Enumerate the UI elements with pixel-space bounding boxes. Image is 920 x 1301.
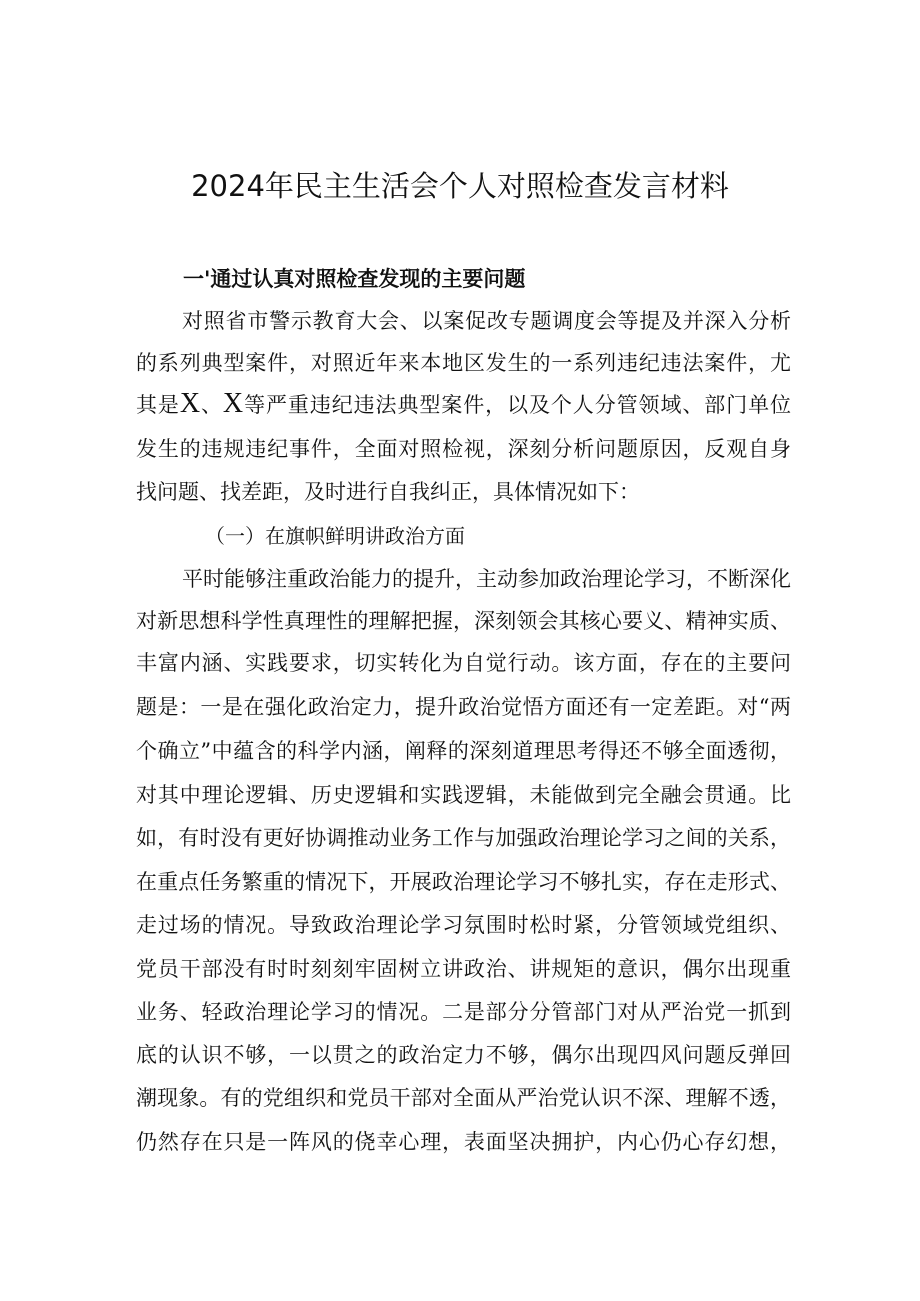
- paragraph-line: 丰富内涵、实践要求，切实转化为自觉行动。该方面，存在的主要问: [136, 651, 791, 675]
- paragraph-line: 平时能够注重政治能力的提升，主动参加政治理论学习，不断深化: [182, 567, 791, 591]
- paragraph-line: 对其中理论逻辑、历史逻辑和实践逻辑，未能做到完全融会贯通。比: [136, 783, 791, 807]
- paragraph-line: 对新思想科学性真理性的理解把握，深刻领会其核心要义、精神实质、: [136, 609, 791, 633]
- subsection-heading: （一）在旗帜鲜明讲政治方面: [205, 524, 465, 548]
- paragraph-line: 党员干部没有时时刻刻牢固树立讲政治、讲规矩的意识，偶尔出现重: [136, 957, 791, 981]
- document-title: 2024年民主生活会个人对照检查发言材料: [191, 169, 729, 203]
- paragraph-line: 对照省市警示教育大会、以案促改专题调度会等提及并深入分析: [182, 309, 791, 333]
- paragraph-line: 个确立”中蕴含的科学内涵，阐释的深刻道理思考得还不够全面透彻，: [136, 739, 791, 763]
- paragraph-line: 在重点任务繁重的情况下，开展政治理论学习不够扎实，存在走形式、: [136, 870, 791, 894]
- paragraph-line: 业务、轻政治理论学习的情况。二是部分分管部门对从严治党一抓到: [136, 1000, 791, 1024]
- paragraph-line: 题是：一是在强化政治定力，提升政治觉悟方面还有一定差距。对“两: [136, 695, 791, 719]
- paragraph-line: 潮现象。有的党组织和党员干部对全面从严治党认识不深、理解不透，: [136, 1086, 791, 1110]
- paragraph-line: 找问题、找差距，及时进行自我纠正，具体情况如下：: [136, 480, 640, 504]
- paragraph-line: 的系列典型案件，对照近年来本地区发生的一系列违纪违法案件，尤: [136, 351, 791, 375]
- paragraph-line: 底的认识不够，一以贯之的政治定力不够，偶尔出现四风问题反弹回: [136, 1043, 791, 1067]
- paragraph-line: 走过场的情况。导致政治理论学习氛围时松时紧，分管领域党组织、: [136, 913, 791, 937]
- paragraph-line: 发生的违规违纪事件，全面对照检视，深刻分析问题原因，反观自身: [136, 437, 791, 461]
- line-prefix: 其是: [136, 393, 180, 417]
- section-heading: 一'通过认真对照检查发现的主要问题: [183, 266, 526, 291]
- paragraph-line: 仍然存在只是一阵风的侥幸心理，表面坚决拥护，内心仍心存幻想，: [136, 1130, 791, 1154]
- redacted-x: X: [179, 388, 201, 419]
- paragraph-line: 如，有时没有更好协调推动业务工作与加强政治理论学习之间的关系，: [136, 826, 791, 850]
- paragraph-line: [136, 389, 791, 420]
- redacted-x: X: [222, 388, 244, 419]
- separator: 、: [200, 393, 223, 417]
- line-suffix: 等严重违纪违法典型案件，以及个人分管领域、部门单位: [243, 393, 792, 417]
